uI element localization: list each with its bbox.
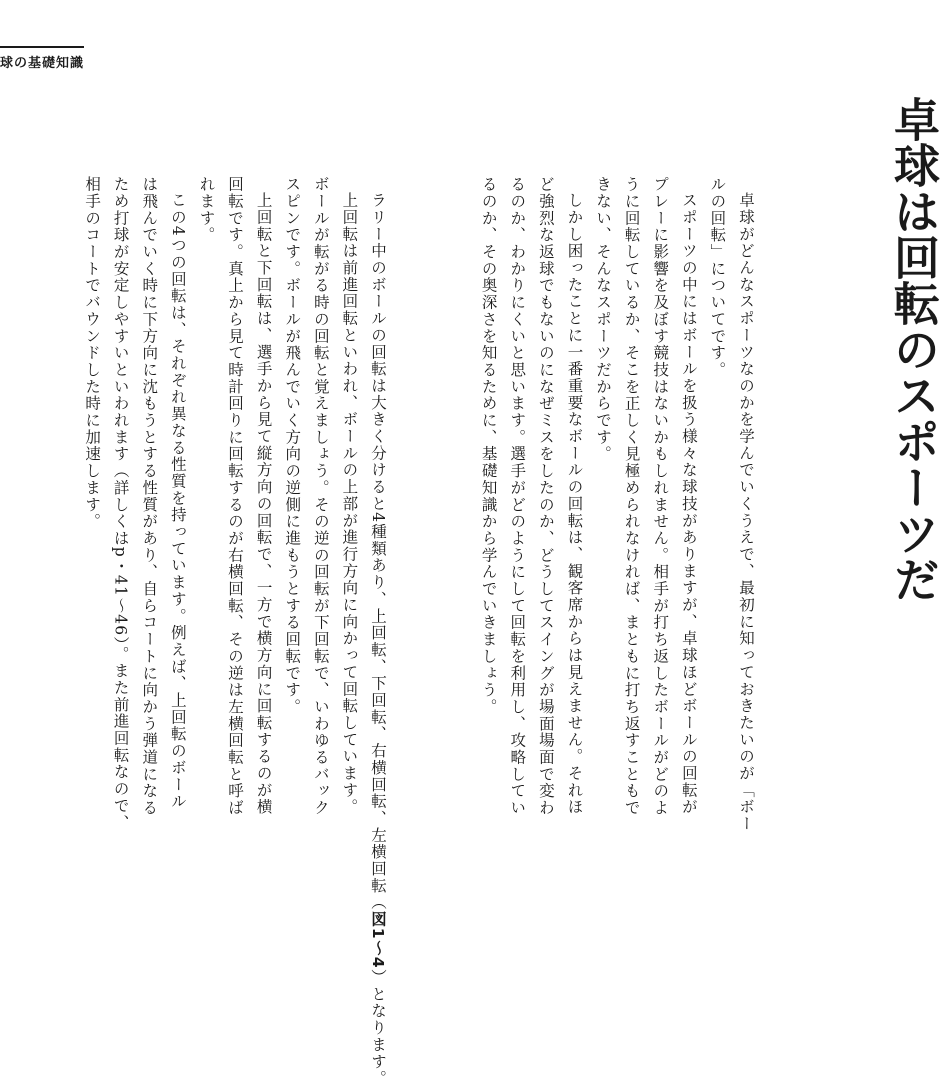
article-title: 卓球は回転のスポーツだ (887, 96, 941, 602)
body-line: 上回転は前進回転といわれ、ボールの上部が進行方向に向かって回転しています。 (340, 191, 359, 815)
body-line: この4つの回転は、それぞれ異なる性質を持っています。例えば、上回転のボール (168, 191, 187, 810)
body-line: るのか、その奥深さを知るために、基礎知識から学んでいきましょう。 (479, 176, 498, 716)
body-line: れます。 (197, 176, 216, 244)
body-text: ）となります。 (369, 968, 387, 1086)
body-line: スピンです。ボールが飛んでいく方向の逆側に進もうとする回転です。 (283, 176, 302, 716)
body-line: は飛んでいく時に下方向に沈もうとする性質があり、自らコートに向かう弾道になる (140, 176, 159, 817)
body-line: るのか、わかりにくいと思います。選手がどのようにして回転を利用し、攻略してい (508, 176, 527, 817)
body-line: 回転です。真上から見て時計回りに回転するのが右横回転、その逆は左横回転と呼ば (226, 176, 245, 817)
body-line: プレーに影響を及ぼす競技はないかもしれません。相手が打ち返したボールがどのよ (651, 176, 670, 817)
chapter-header-label: 球の基礎知識 (0, 56, 85, 71)
body-line: 相手のコートでバウンドした時に加速します。 (83, 176, 102, 530)
intro-text-block (474, 176, 760, 832)
header-rule (0, 46, 84, 48)
body-text: ラリー中のボールの回転は大きく分けると4種類あり、上回転、下回転、右横回転、左横回転（ (369, 191, 387, 911)
body-line: スポーツの中にはボールを扱う様々な球技がありますが、卓球ほどボールの回転が (679, 191, 698, 815)
body-line: ため打球が安定しやすいといわれます（詳しくはp・41〜46）。また前進回転なので、 (111, 176, 130, 831)
body-line (363, 176, 392, 1086)
body-line: ど強烈な返球でもないのになぜミスをしたのか、どうしてスイングが場面場面で変わ (536, 176, 555, 817)
rotation-text-block (77, 176, 392, 1086)
body-line: うに回転しているか、そこを正しく見極められなければ、まともに打ち返すこともで (622, 176, 641, 817)
figure-reference: 図1〜4 (369, 910, 387, 969)
body-line: きない、そんなスポーツだからです。 (594, 176, 613, 463)
body-line: ルの回転」についてです。 (708, 176, 727, 379)
body-line: 上回転と下回転は、選手から見て縦方向の回転で、一方で横方向に回転するのが横 (254, 191, 273, 815)
body-line: 卓球がどんなスポーツなのかを学んでいくうえで、最初に知っておきたいのが「ボー (737, 191, 755, 832)
body-line: ボールが転がる時の回転と覚えましょう。その逆の回転が下回転で、いわゆるバック (311, 176, 330, 817)
body-line: しかし困ったことに一番重要なボールの回転は、観客席からは見えません。それほ (565, 191, 584, 815)
